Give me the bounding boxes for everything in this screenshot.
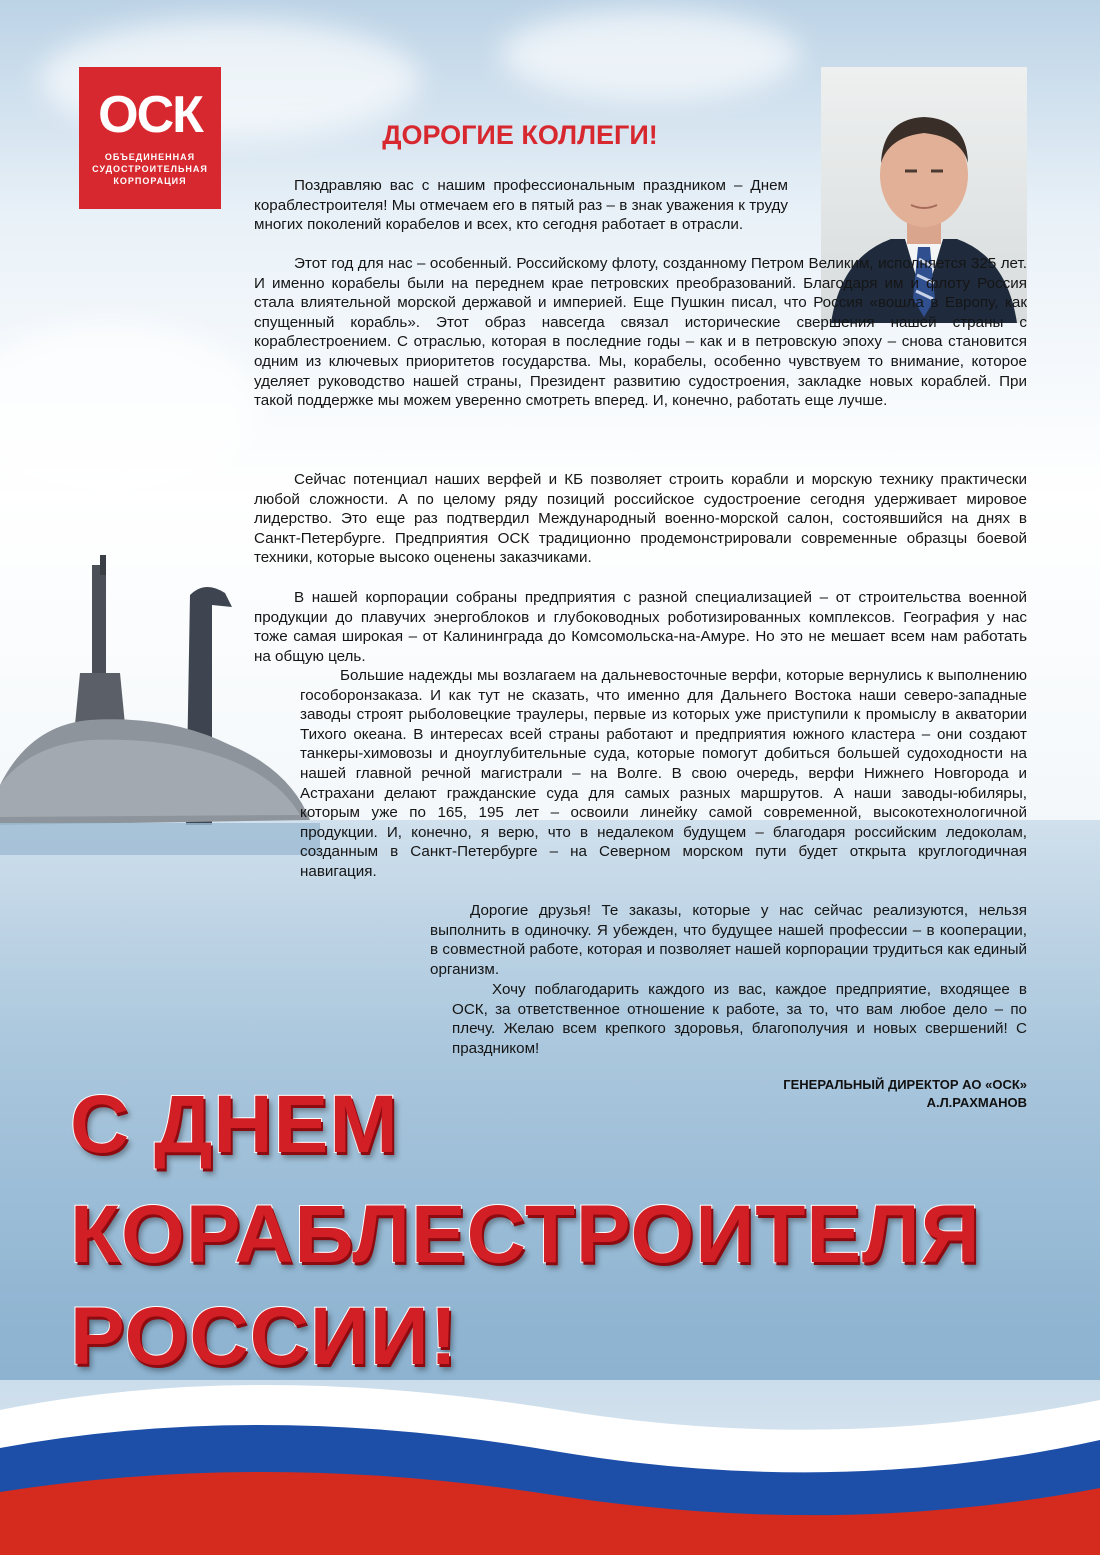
letter-paragraph-4: В нашей корпорации собраны предприятия с разной специализацией – от строительства военной продукции до плавучих энергоблоков и глубоководных роботизированных комплексов. География у нас тоже самая широкая – от Калининграда до Комсомольска-на-Амуре. Но это не мешает всем нам работать на общую цель. [254, 589, 1027, 665]
logo-subtitle: ОБЪЕДИНЕННАЯ СУДОСТРОИТЕЛЬНАЯ КОРПОРАЦИЯ [92, 152, 208, 186]
letter-heading: ДОРОГИЕ КОЛЛЕГИ! [382, 120, 658, 150]
greeting-line-1: С ДНЕМ [70, 1079, 399, 1170]
letter-paragraph-7: Хочу поблагодарить каждого из вас, каждое предприятие, входящее в ОСК, за ответственное отношение к работе, за то, что вам любое дело – по плечу. Желаю всем крепкого здоровья, благополучия и новых свершений! С праздником! [452, 981, 1027, 1057]
osk-logo [79, 67, 221, 209]
logo-mark: ОСК [98, 86, 202, 144]
russian-flag-wave [0, 1370, 1100, 1555]
letter-paragraph-3: Сейчас потенциал наших верфей и КБ позволяет строить корабли и морскую технику практически любой сложности. А по целому ряду позиций российское судостроение сегодня удерживает мировое лидерство. Это еще раз подтвердил Международный военно-морской салон, состоявшийся на днях в Санкт-Петербурге. Предприятия ОСК традиционно продемонстрировали современные образцы боевой техники, которые высоко оценены заказчиками. [254, 471, 1027, 567]
letter-paragraph-6: Дорогие друзья! Те заказы, которые у нас сейчас реализуются, нельзя выполнить в одиночку. Я убежден, что будущее нашей профессии – в кооперации, в совместной работе, которая и позволяет нашей корпорации трудиться как единый организм. [430, 902, 1027, 978]
signature-name: А.Л.РАХМАНОВ [926, 1095, 1027, 1110]
cloud [0, 320, 260, 500]
letter-paragraph-1: Поздравляю вас с нашим профессиональным праздником – Днем кораблестроителя! Мы отмечаем его в пятый раз – в знак уважения к труду многих поколений корабелов и всех, кто сегодня работает в отрасли. [254, 177, 788, 234]
greeting-line-2: КОРАБЛЕСТРОИТЕЛЯ [70, 1189, 981, 1280]
letter-paragraph-2: Этот год для нас – особенный. Российскому флоту, созданному Петром Великим, исполняется 325 лет. И именно корабелы были на переднем крае петровских преобразований. Благодаря им и флоту Россия стала влиятельной морской державой и империей. Еще Пушкин писал, что Россия «вошла в Европу, как спущенный корабль». Этот образ навсегда связал исторические свершения нашей страны с кораблестроением. С отраслью, которая в последние годы – как и в петровскую эпоху – снова становится одним из ключевых приоритетов государства. Мы, корабелы, особенно чувствуем то внимание, которое уделяет руководство нашей страны, Президент развитию судостроения, закладке новых кораблей. При такой поддержке мы можем уверенно смотреть вперед. И, конечно, работать еще лучше. [254, 255, 1027, 410]
greeting-line-3: РОССИИ! [70, 1291, 459, 1382]
signature-title: ГЕНЕРАЛЬНЫЙ ДИРЕКТОР АО «ОСК» [783, 1077, 1027, 1092]
signature [560, 1076, 1027, 1112]
cloud [500, 10, 800, 100]
letter-paragraph-5: Большие надежды мы возлагаем на дальневосточные верфи, которые вернулись к выполнению гособоронзаказа. И как тут не сказать, что именно для Дальнего Востока наши северо-западные заводы строят рыболовецкие траулеры, первые из которых уже приступили к промыслу в акватории Тихого океана. В интересах всей страны работают и предприятия южного кластера – они создают танкеры-химовозы и дноуглубительные суда, которые помогут добиться большей судоходности на нашей главной речной магистрали – на Волге. В свою очередь, верфи Нижнего Новгорода и Астрахани делают гражданские суда для самых разных маршрутов. А наши заводы-юбиляры, которым уже по 165, 195 лет – освоили линейку самой современной, высокотехнологичной продукции. И, конечно, я верю, что в недалеком будущем – благодаря российским ледоколам, созданным в Санкт-Петербурге – на Северном морском пути будет открыта круглогодичная навигация. [300, 667, 1027, 880]
